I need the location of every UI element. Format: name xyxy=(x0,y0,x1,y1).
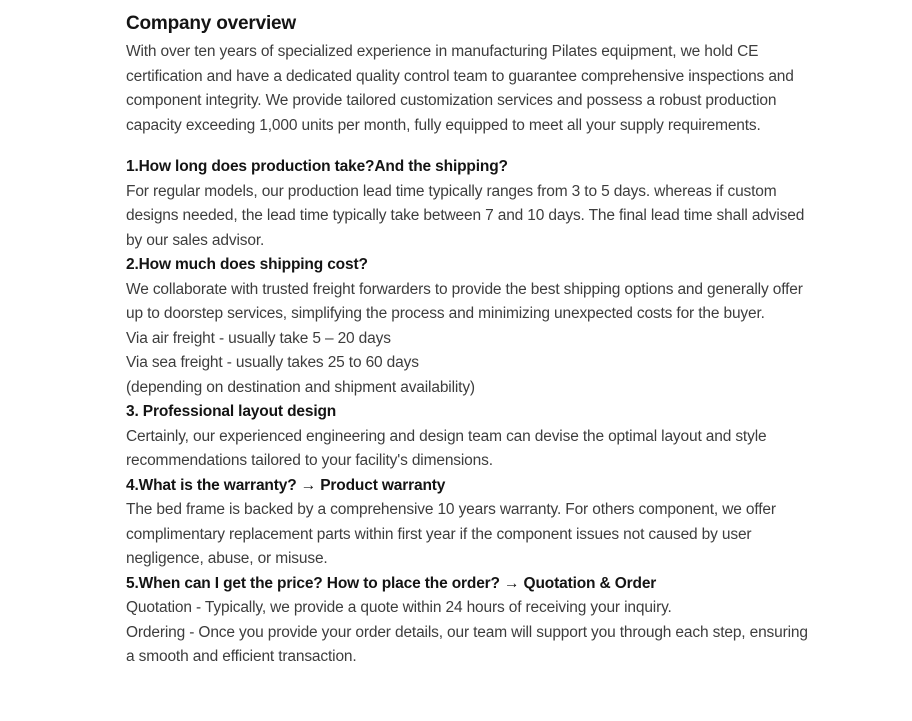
faq-answer-quotation: Quotation - Typically, we provide a quote within 24 hours of receiving your inquiry. xyxy=(126,599,672,616)
faq-question: 1.How long does production take?And the shipping? xyxy=(126,158,508,175)
section-title: Company overview xyxy=(126,13,296,34)
faq-answer-note: (depending on destination and shipment availability) xyxy=(126,378,475,396)
faq-item-price-order xyxy=(126,572,814,670)
faq-answer-sea-freight: Via sea freight - usually takes 25 to 60 days xyxy=(126,354,419,371)
faq-answer: We collaborate with trusted freight forwarders to provide the best shipping options and generally offer up to doorstep services, simplifying the process and minimizing unexpected costs for the buyer. xyxy=(126,280,803,322)
faq-answer-ordering: Ordering - Once you provide your order details, our team will support you through each step, ensuring a smooth and efficient transaction. xyxy=(126,623,808,665)
company-overview-section xyxy=(126,10,814,670)
faq-item-shipping-cost xyxy=(126,253,814,400)
faq-answer: The bed frame is backed by a comprehensive 10 years warranty. For others component, we offer complimentary replacement parts within first year if the component issues not caused by user negligence, abuse, or misuse. xyxy=(126,501,776,567)
faq-answer: For regular models, our production lead time typically ranges from 3 to 5 days. whereas if custom designs needed, the lead time typically take between 7 and 10 days. The final lead time shall advised by our sales advisor. xyxy=(126,182,805,249)
faq-question: 5.When can I get the price? How to place the order? → Quotation & Order xyxy=(126,574,657,592)
faq-question: 3. Professional layout design xyxy=(126,403,337,420)
faq-answer-air-freight: Via air freight - usually take 5 – 20 days xyxy=(126,329,391,347)
faq-answer: Certainly, our experienced engineering and design team can devise the optimal layout and style recommendations tailored to your facility's dimensions. xyxy=(126,427,767,469)
company-intro-paragraph: With over ten years of specialized experience in manufacturing Pilates equipment, we hold CE certification and have a dedicated quality control team to guarantee comprehensive inspections and component integrity. We provide tailored customization services and possess a robust production capacity exceeding 1,000 units per month, fully equipped to meet all your supply requirements. xyxy=(126,43,794,134)
faq-item-layout-design xyxy=(126,400,814,474)
faq-item-production-time xyxy=(126,155,814,253)
faq-question: 4.What is the warranty? → Product warranty xyxy=(126,476,446,494)
faq-question: 2.How much does shipping cost? xyxy=(126,256,368,273)
faq-item-warranty xyxy=(126,474,814,572)
